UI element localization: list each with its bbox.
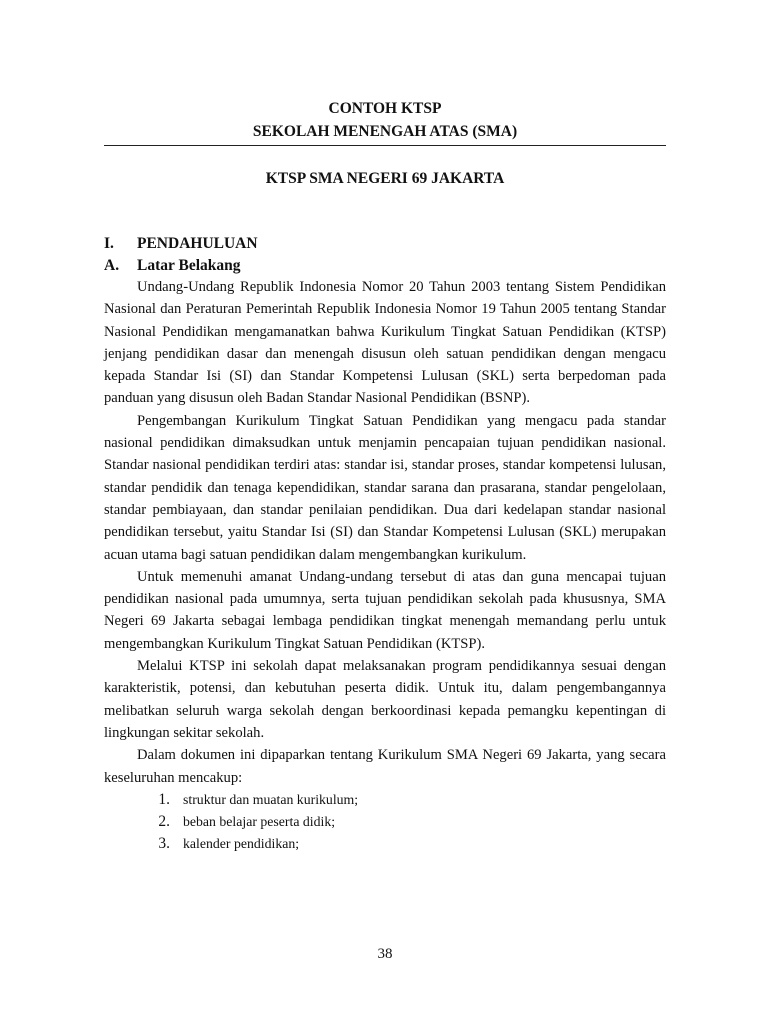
- subsection-title: Latar Belakang: [137, 257, 241, 274]
- list-item-number: 3.: [158, 835, 170, 853]
- list-item: [104, 811, 666, 833]
- paragraph: Melalui KTSP ini sekolah dapat melaksanakan program pendidikannya sesuai dengan karakteristik, potensi, dan kebutuhan peserta didik. Untuk itu, dalam pengembangannya melibatkan seluruh warga sekolah dengan berkoordinasi kepada pemangku kepentingan di lingkungan sekitar sekolah.: [104, 658, 666, 741]
- section-title: PENDAHULUAN: [137, 235, 258, 252]
- scope-list: [104, 789, 666, 856]
- list-item: [104, 789, 666, 811]
- title-line-2: SEKOLAH MENENGAH ATAS (SMA): [252, 123, 518, 140]
- page-number: 38: [377, 946, 393, 962]
- title-line-1: CONTOH KTSP: [328, 100, 442, 117]
- subsection-number: A.: [104, 257, 120, 274]
- paragraph: Undang-Undang Republik Indonesia Nomor 20 Tahun 2003 tentang Sistem Pendidikan Nasional dan Peraturan Pemerintah Republik Indonesia Nomor 19 Tahun 2005 tentang Standar Nasional Pendidikan mengamanatkan bahwa Kurikulum Tingkat Satuan Pendidikan (KTSP) jenjang pendidikan dasar dan menengah disusun oleh satuan pendidikan dengan mengacu kepada Standar Isi (SI) dan Standar Kompetensi Lulusan (SKL) serta berpedoman pada panduan yang disusun oleh Badan Standar Nasional Pendidikan (BSNP).: [104, 279, 666, 407]
- list-item: [104, 833, 666, 855]
- paragraph: Untuk memenuhi amanat Undang-undang tersebut di atas dan guna mencapai tujuan pendidikan nasional pada umumnya, serta tujuan pendidikan sekolah pada khususnya, SMA Negeri 69 Jakarta sebagai lembaga pendidikan tingkat menengah memandang perlu untuk mengembangkan Kurikulum Tingkat Satuan Pendidikan (KTSP).: [104, 568, 666, 652]
- section-number: I.: [104, 235, 114, 252]
- document-title: [104, 97, 666, 143]
- list-item-number: 2.: [158, 813, 170, 831]
- body-text: [104, 276, 666, 856]
- list-item-text: beban belajar peserta didik;: [183, 814, 336, 830]
- title-divider: [104, 145, 666, 146]
- subsection-row: [104, 255, 666, 277]
- list-item-text: struktur dan muatan kurikulum;: [183, 791, 359, 807]
- school-title: KTSP SMA NEGERI 69 JAKARTA: [265, 170, 505, 187]
- section-heading: [104, 233, 666, 277]
- paragraph: Pengembangan Kurikulum Tingkat Satuan Pendidikan yang mengacu pada standar nasional pendidikan dimaksudkan untuk menjamin pencapaian tujuan pendidikan nasional. Standar nasional pendidikan terdiri atas: standar isi, standar proses, standar kompetensi lulusan, standar pendidik dan tenaga kependidikan, standar sarana dan prasarana, standar pengelolaan, standar pembiayaan, dan standar penilaian pendidikan. Dua dari kedelapan standar nasional pendidikan tersebut, yaitu Standar Isi (SI) dan Standar Kompetensi Lulusan (SKL) merupakan acuan utama bagi satuan pendidikan dalam mengembangkan kurikulum.: [104, 412, 666, 563]
- list-item-text: kalender pendidikan;: [183, 836, 300, 852]
- paragraph: Dalam dokumen ini dipaparkan tentang Kurikulum SMA Negeri 69 Jakarta, yang secara keseluruhan mencakup:: [104, 747, 666, 786]
- section-row: [104, 233, 666, 255]
- list-item-number: 1.: [158, 790, 170, 808]
